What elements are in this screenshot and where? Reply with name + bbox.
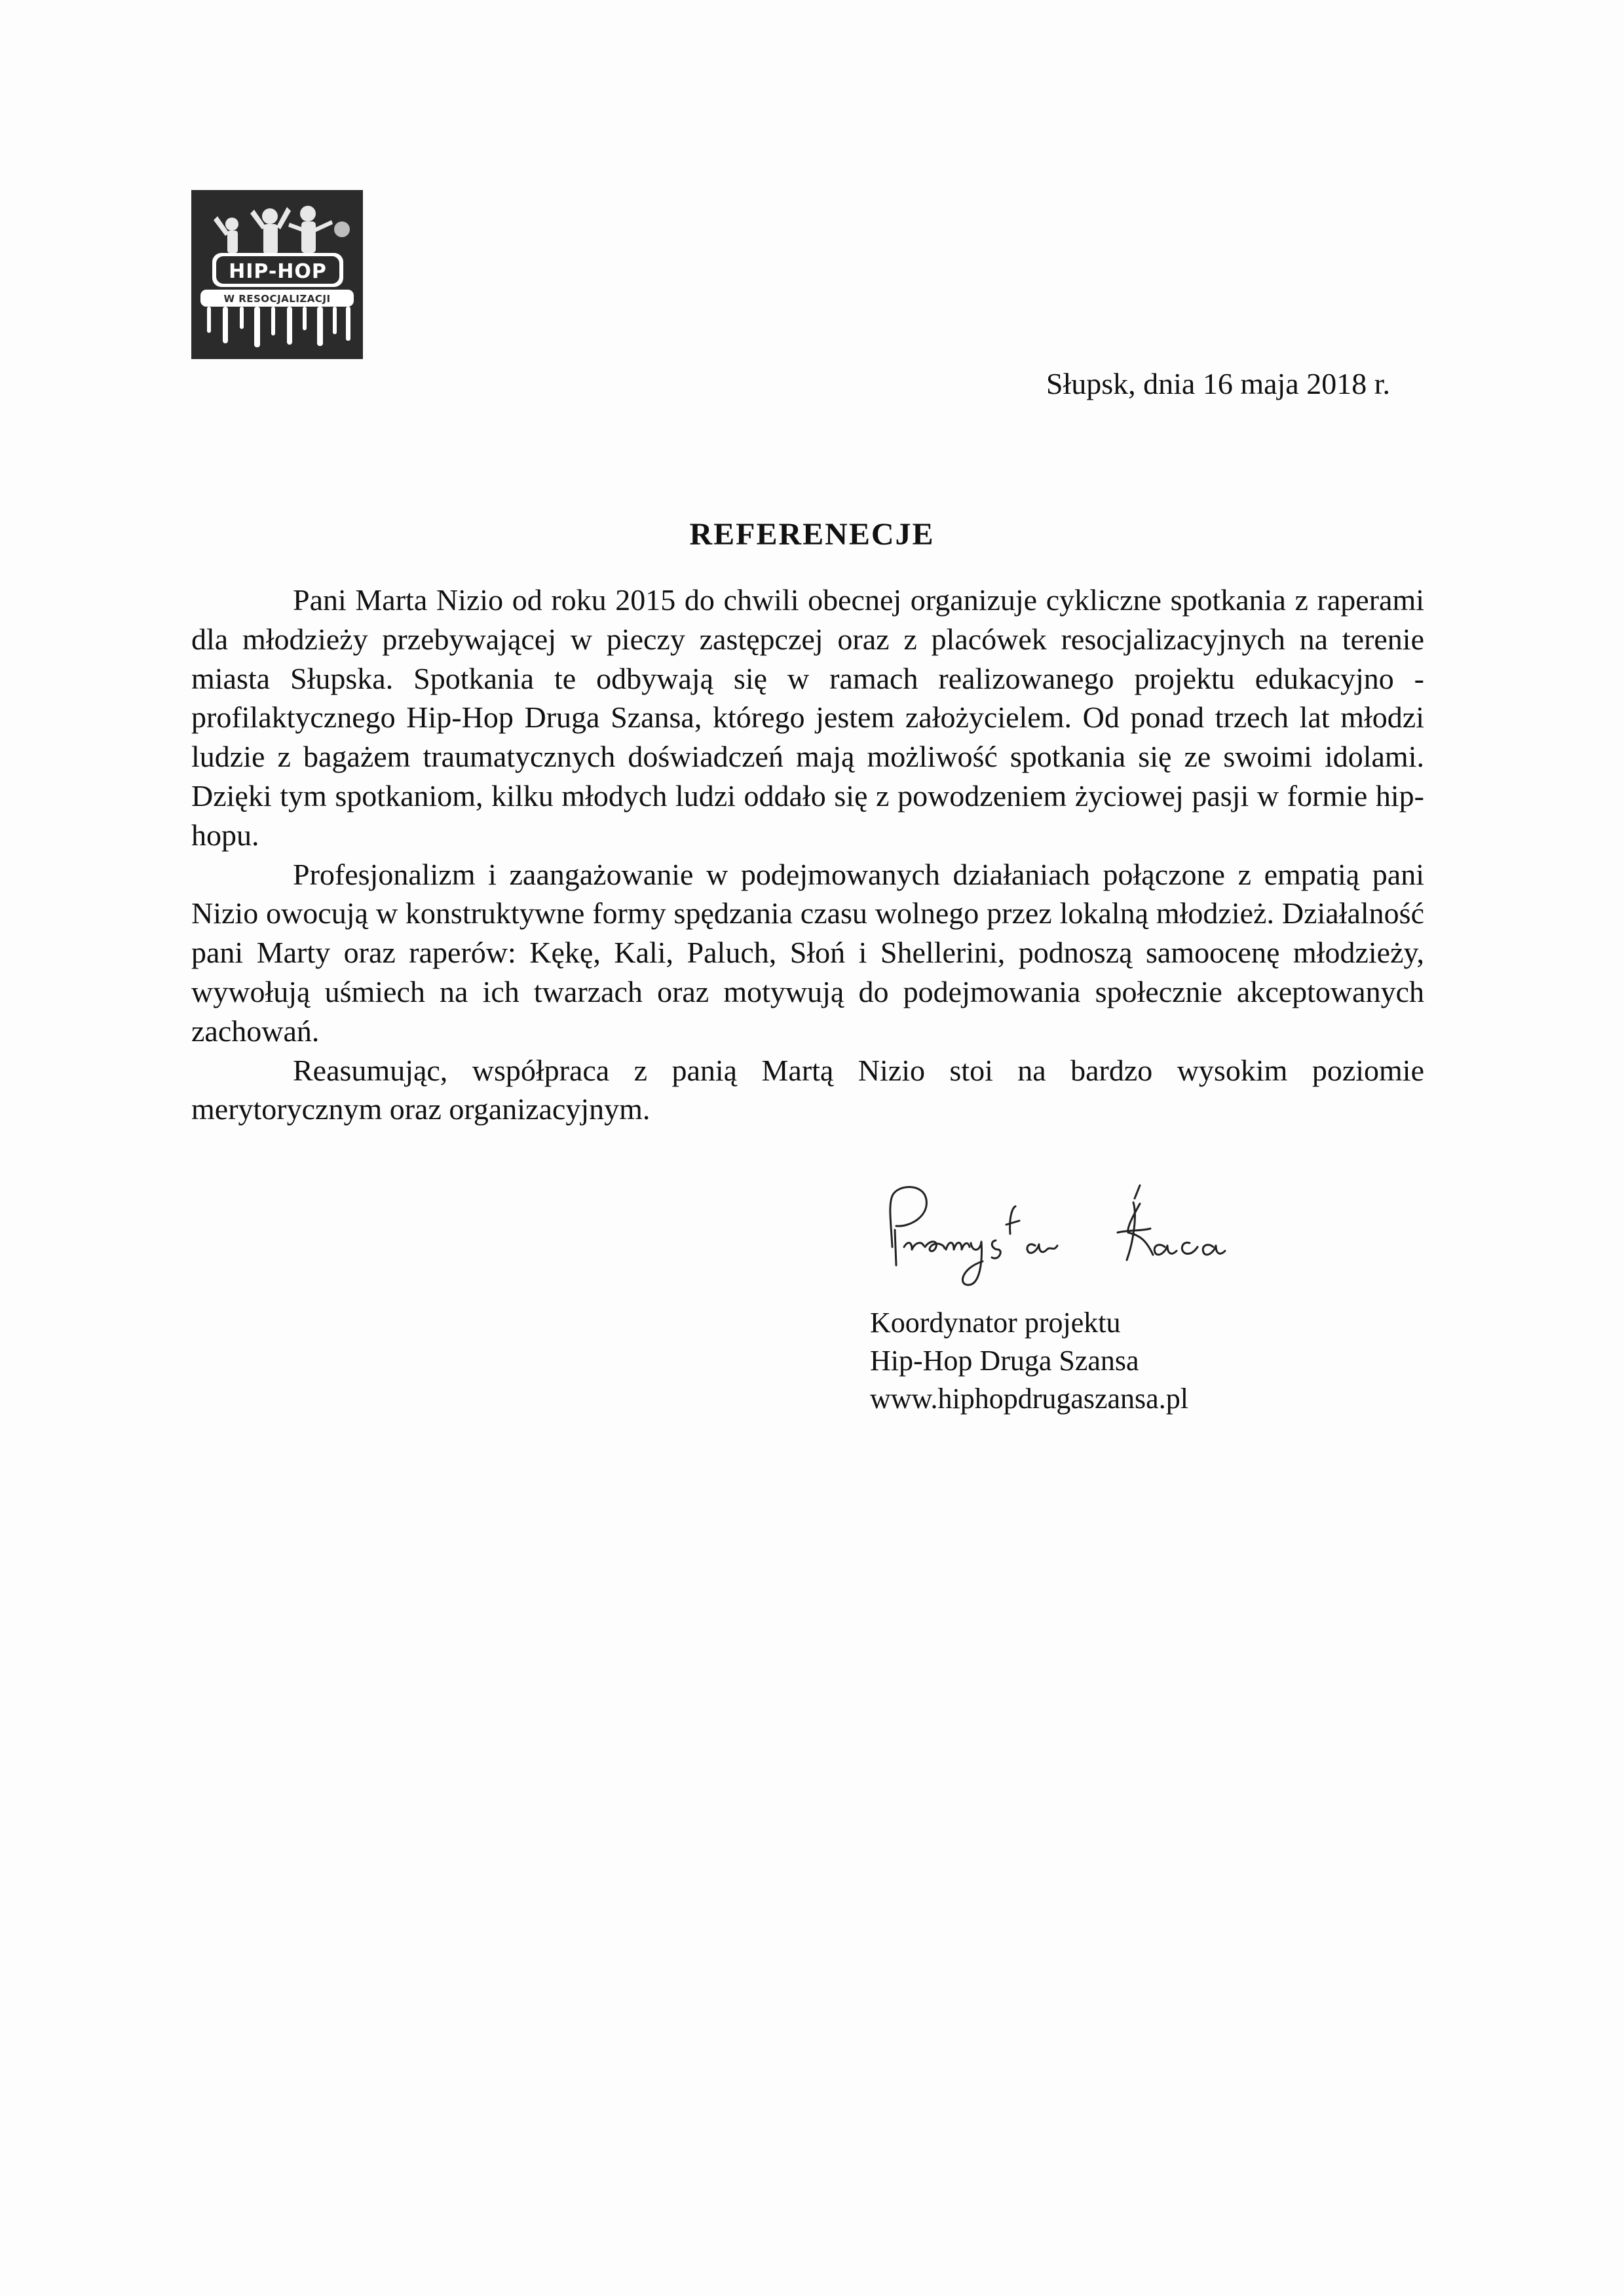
svg-text:HIP-HOP: HIP-HOP: [229, 260, 327, 283]
signatory-role: Koordynator projektu: [870, 1307, 1121, 1339]
paragraph-3: Reasumując, współpraca z panią Martą Nizio stoi na bardzo wysokim poziomie merytorycznym oraz organizacyjnym.: [191, 1053, 1424, 1126]
paragraph-1: Pani Marta Nizio od roku 2015 do chwili obecnej organizuje cykliczne spotkania z raperami dla młodzieży przebywającej w pieczy zastępczej oraz z placówek resocjalizacyjnych na terenie miasta Słupska. Spotkania te odbywają się w ramach realizowanego projektu edukacyjno - profilaktycznego Hip-Hop Druga Szansa, którego jestem założycielem. Od ponad trzech lat młodzi ludzie z bagażem traumatycznych doświadczeń mają możliwość spotkania się ze swoimi idolami. Dzięki tym spotkaniom, kilku młodych ludzi oddało się z powodzeniem życiowej pasji w formie hip-hopu.: [191, 583, 1424, 852]
signature-scribble-icon: [858, 1170, 1264, 1301]
signatory-block: [870, 1304, 1188, 1418]
project-website: www.hiphopdrugaszansa.pl: [870, 1383, 1188, 1415]
svg-text:W RESOCJALIZACJI: W RESOCJALIZACJI: [223, 293, 331, 305]
hip-hop-logo: [191, 190, 363, 359]
paragraph-2: Profesjonalizm i zaangażowanie w podejmowanych działaniach połączone z empatią pani Nizio owocują w konstruktywne formy spędzania czasu wolnego przez lokalną młodzież. Działalność pani Marty oraz raperów: Kękę, Kali, Paluch, Słoń i Shellerini, podnoszą samoocenę młodzieży, wywołują uśmiech na ich twarzach oraz motywują do podejmowania społecznie akceptowanych zachowań.: [191, 857, 1424, 1048]
project-name: Hip-Hop Druga Szansa: [870, 1345, 1139, 1377]
logo-graphic-icon: [191, 190, 363, 359]
letter-body: [191, 581, 1424, 1129]
handwritten-signature: [858, 1170, 1264, 1301]
date-line: Słupsk, dnia 16 maja 2018 r.: [1046, 367, 1390, 400]
document-title: REFERENECJE: [689, 517, 935, 552]
